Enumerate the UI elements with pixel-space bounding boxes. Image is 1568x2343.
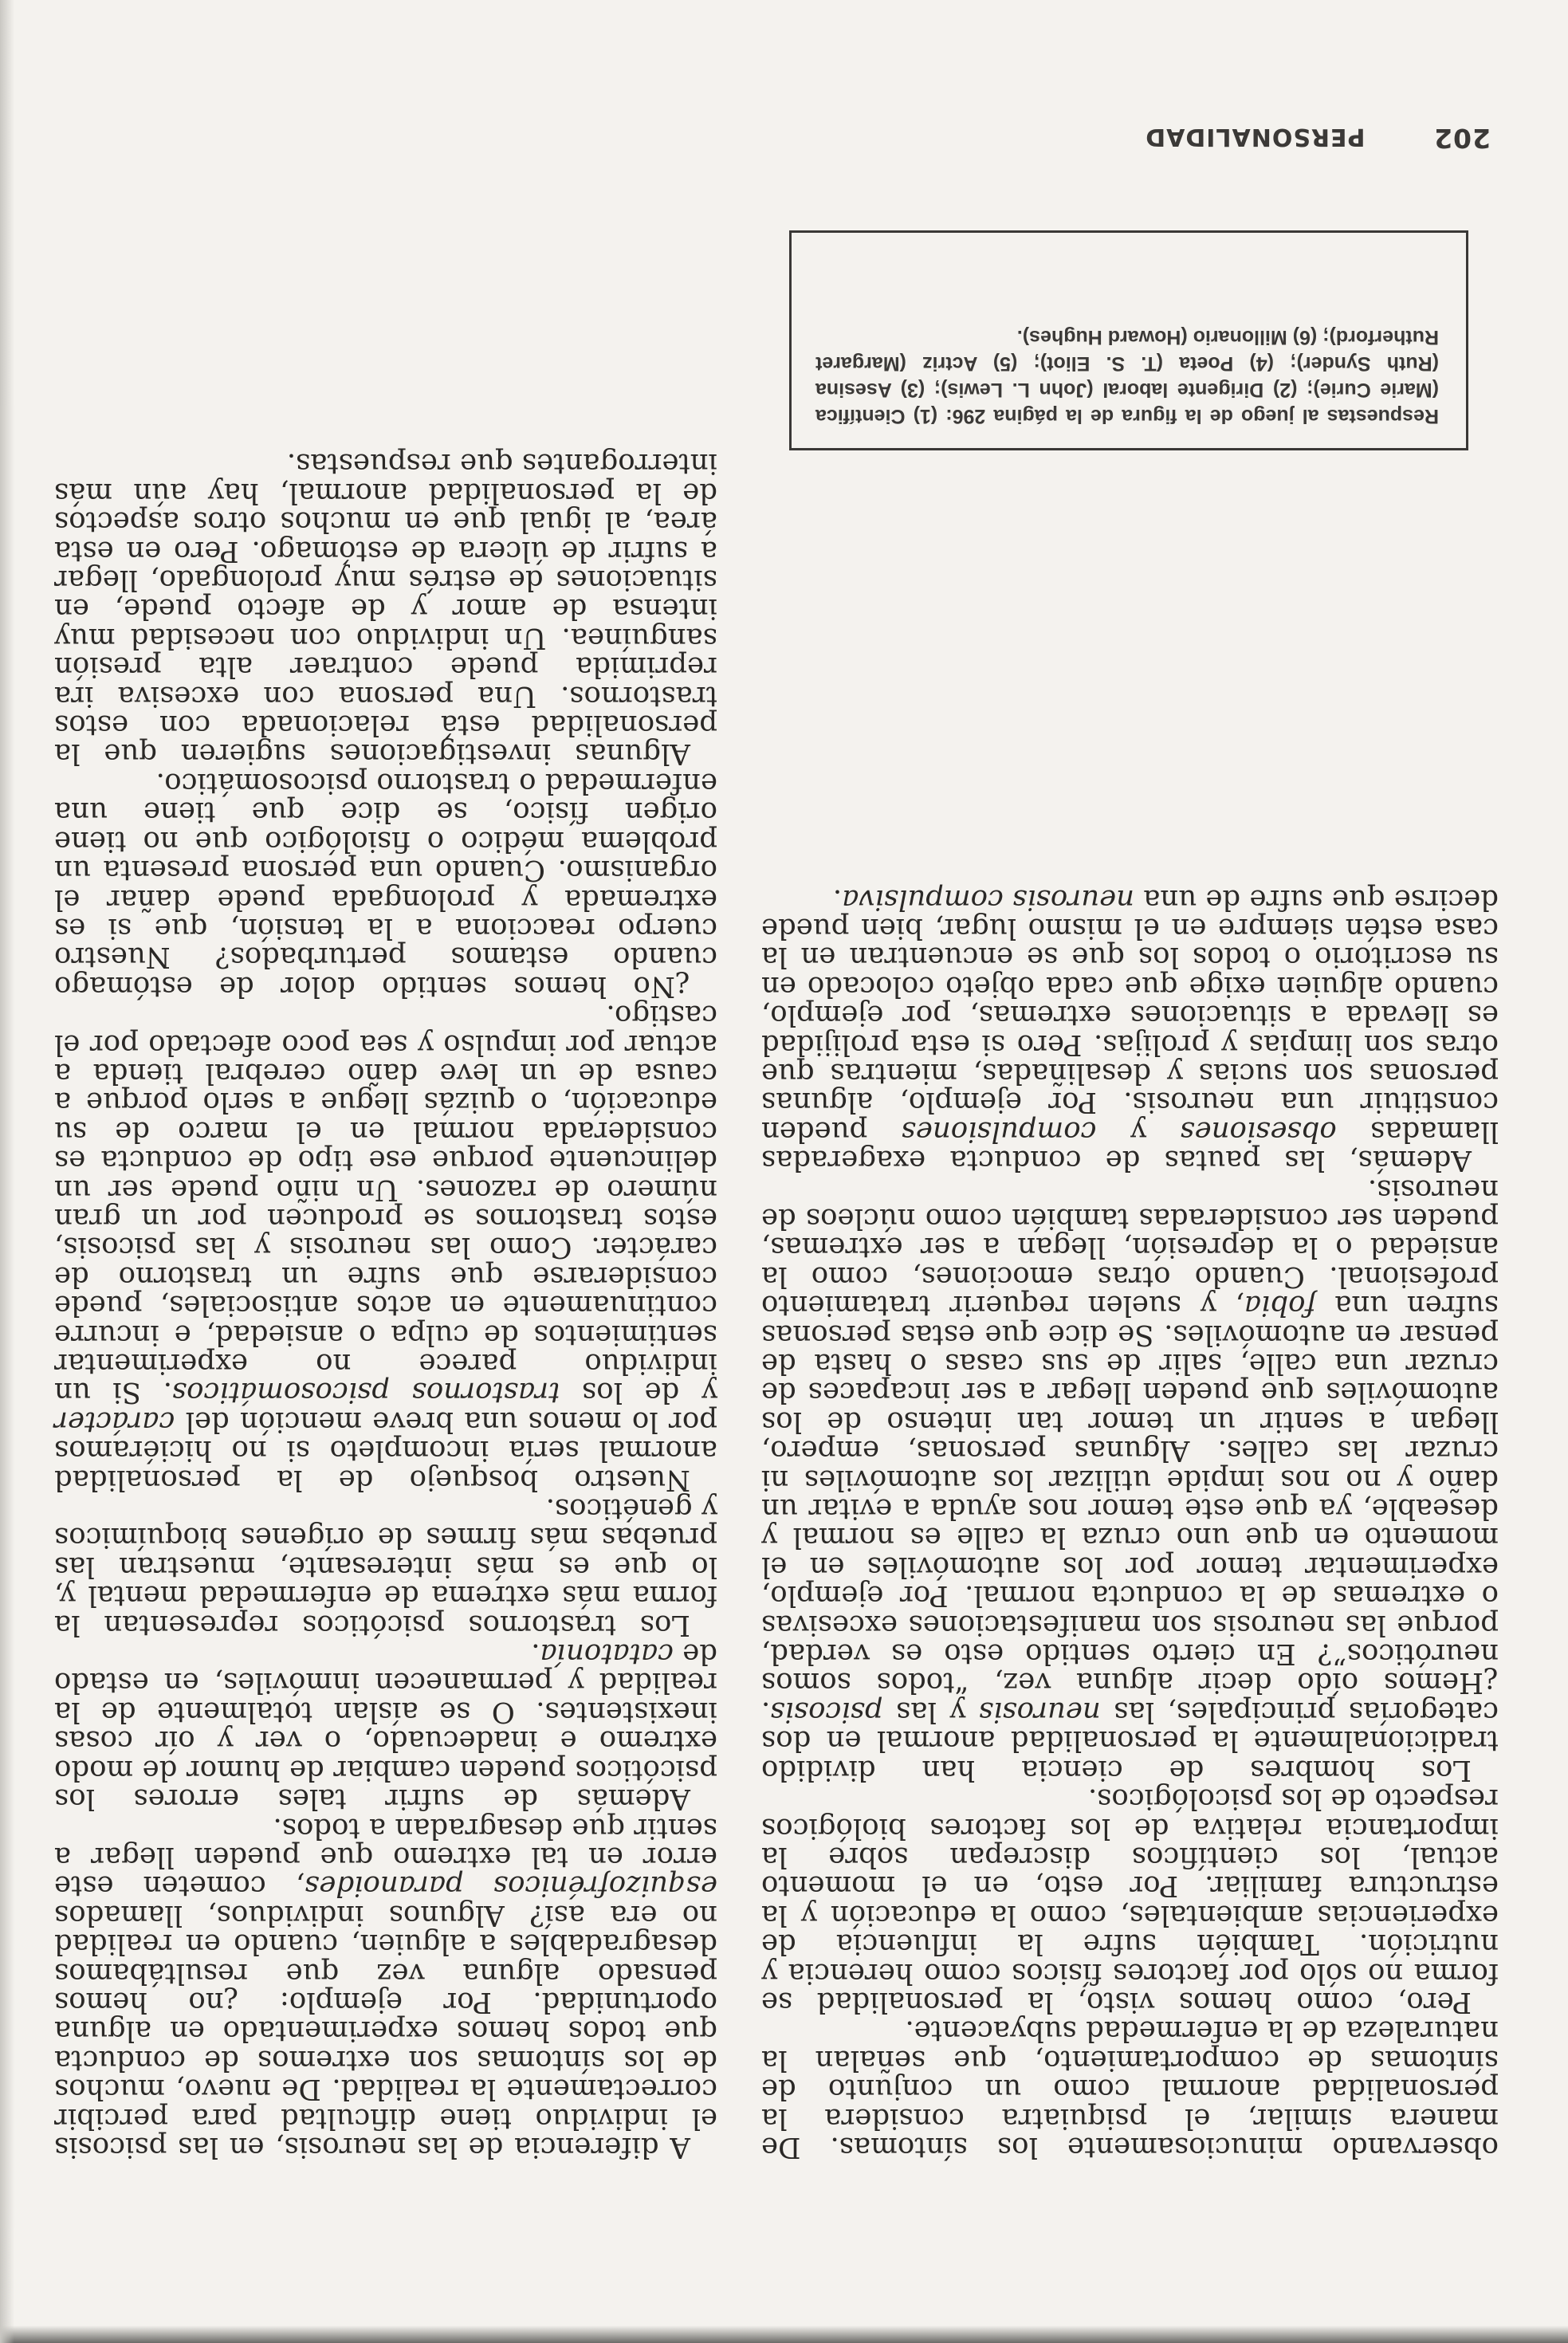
running-title: PERSONALIDAD — [1145, 123, 1366, 151]
body-paragraph: Los trastornos psicóticos representan la forma más extrema de enfermedad mental y, lo que es más interesante, muestran las pruebas más firmes de orígenes bioquímicos y genéticos. — [54, 1492, 717, 1641]
body-paragraph: Los hombres de ciencia han dividido tradicionalmente la personalidad anormal en dos categorías principales, las neurosis y las psicosis. ¿Hemos oído decir alguna vez, “todos somos neuróticos”? En cierto sentido esto es verdad, porque las neurosis son manifestaciones excesivas o extremas de la conducta normal. Por ejemplo, experimentar temor por los automóviles en el momento en que uno cruza la calle es normal y deseable, ya que este temor nos ayuda a evitar un daño y no nos impide utilizar los automóviles ni cruzar las calles. Algunas personas, empero, llegan a sentir un temor tan intenso de los automóviles que pueden llegar a ser incapaces de cruzar una calle, salir de sus casas o hasta de pensar en automóviles. Se dice que estas personas sufren una fobia, y suelen requerir tratamiento profesional. Cuando otras emociones, como la ansiedad o la depresión, llegan a ser extremas, pueden ser consideradas también como núcleos de neurosis. — [761, 1173, 1499, 1787]
body-paragraph: Además, las pautas de conducta exageradas llamadas obsesiones y compulsiones pueden constituir una neurosis. Por ejemplo, algunas personas son sucias y desaliñadas, mientras que otras son limpias y prolijas. Pero si esta prolijidad es llevada a situaciones extremas, por ejemplo, cuando alguien exige que cada objeto colocado en su escritorio o todos los que se encuentran en la casa estén siempre en el mismo lugar, bien puede decirse que sufre de una neurosis compulsiva. — [760, 883, 1499, 1177]
body-paragraph: Nuestro bosquejo de la personalidad anormal sería incompleto si no hiciéramos por lo menos una breve mención del carácter y de los trastornos psicosomáticos. Si un individuo parece no experimentar sentimientos de culpa o ansiedad, e incurre continuamente en actos antisociales, puede considerarse que sufre un trastorno de carácter. Como las neurosis y las psicosis, estos trastornos se producen por un gran número de razones. Un niño puede ser un delincuente porque ese tipo de conducta es considerada normal en el marco de su educación, o quizás llegue a serlo porque a causa de un leve daño cerebral tienda a actuar por impulso y sea poco afectado por el castigo. — [53, 999, 717, 1496]
body-paragraph: A diferencia de las neurosis, en las psicosis el individuo tiene dificultad para percibir correctamente la realidad. De nuevo, muchos de los síntomas son extremos de conducta que todos hemos experimentado en alguna oportunidad. Por ejemplo: ¿no hemos pensado alguna vez que resultábamos desagradables a alguien, cuando en realidad no era así? Algunos individuos, llamados esquizofrénicos paranoides, cometen este error en tal extremo que pueden llegar a sentir que desagradan a todos. — [54, 1811, 717, 2164]
text-column-right — [53, 447, 717, 2164]
body-paragraph: observando minuciosamente los síntomas. De manera similar, el psiquiatra considera la personalidad anormal como un conjunto de síntomas de comportamiento, que señalan la naturaleza de la enfermedad subyacente. — [761, 2015, 1499, 2164]
body-paragraph: Algunas investigaciones sugieren que la personalidad está relacionada con estos trastornos. Una persona con excesiva ira reprimida puede contraer alta presión sanguínea. Un individuo con necesidad muy intensa de amor y de afecto puede, en situaciones de estrés muy prolongado, llegar a sufrir de úlcera de estómago. Pero en esta área, al igual que en muchos otros aspectos de la personalidad anormal, hay aún más interrogantes que respuestas. — [54, 447, 717, 771]
running-header — [1145, 123, 1491, 154]
answer-key-text: Respuestas al juego de la figura de la página 296: (1) Científica (Marie Curie); (2) Dirigente laboral (John L. Lewis); (3) Asesina (Ruth Synder); (4) Poeta (T. S. Eliot); (5) Actriz (Margaret Rutherford); (6) Millonario (Howard Hughes). — [815, 326, 1439, 427]
text-column-left — [760, 883, 1499, 2164]
body-paragraph: ¿No hemos sentido dolor de estómago cuando estamos perturbados? Nuestro cuerpo reacciona a la tensión, que si es extremada y prolongada puede dañar el organismo. Cuando una persona presenta un problema médico o fisiológico que no tiene origen físico, se dice que tiene una enfermedad o trastorno psicosomático. — [54, 766, 717, 1003]
answer-key-box — [789, 230, 1468, 450]
body-paragraph: Además de sufrir tales errores los psicóticos pueden cambiar de humor de modo extremo e inadecuado, o ver y oír cosas inexistentes. O se aíslan totalmente de la realidad y permanecen inmóviles, en estado de catatonía. — [54, 1637, 717, 1816]
gutter-shadow — [0, 0, 14, 2343]
body-paragraph: Pero, como hemos visto, la personalidad se forma no sólo por factores físicos como herencia y nutrición. También sufre la influencia de experiencias ambientales, como la educación y la estructura familiar. Por esto, en el momento actual, los científicos discrepan sobre la importancia relativa de los factores biológicos respecto de los psicológicos. — [761, 1783, 1499, 2019]
page-number: 202 — [1433, 123, 1491, 154]
